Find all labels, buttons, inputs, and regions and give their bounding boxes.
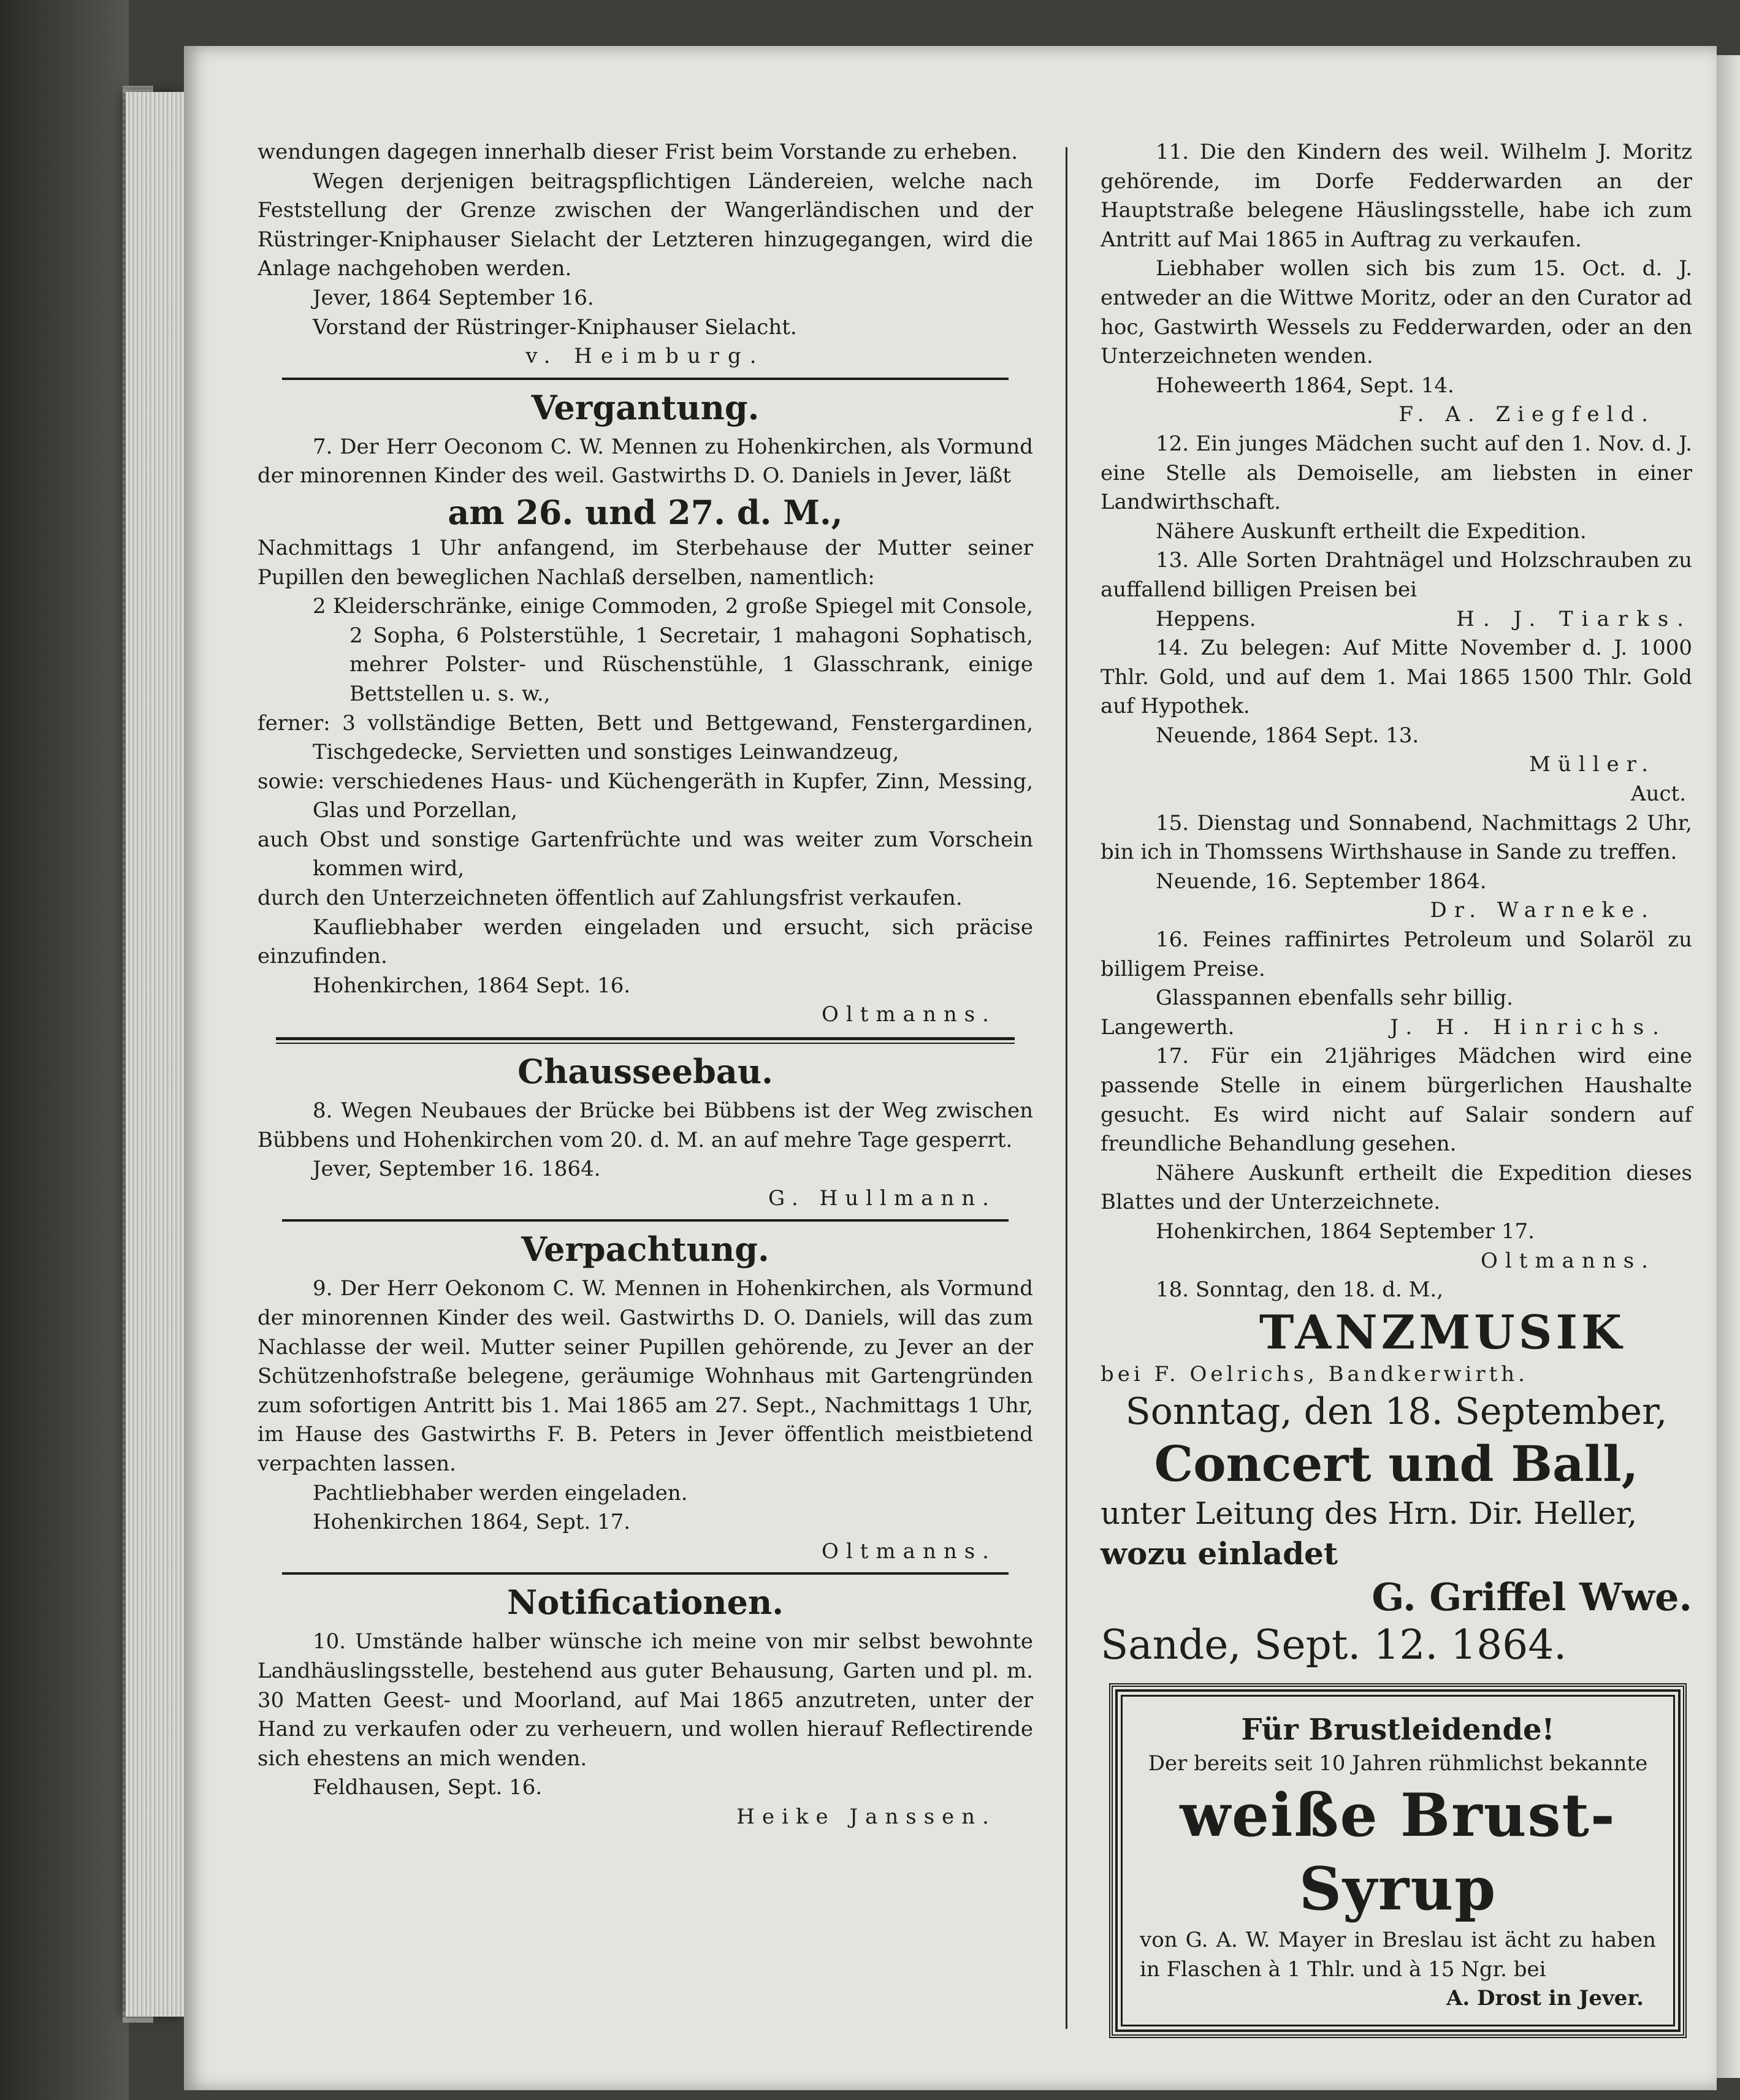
- concert-place-date: Sande, Sept. 12. 1864.: [1101, 1621, 1567, 1669]
- ad-title: Für Brustleidende!: [1241, 1713, 1555, 1748]
- tanzmusik-host: bei F. Oelrichs, Bandkerwirth.: [1101, 1361, 1528, 1387]
- ad-signature: A. Drost in Jever.: [1446, 1986, 1644, 2011]
- notice-13: 13. Alle Sorten Drahtnägel und Holzschrauben zu auffallend billigen Preisen bei: [1101, 548, 1692, 602]
- book-spine: [0, 0, 129, 2100]
- notice-16-footer: [1101, 1013, 1692, 1043]
- notice-7-list: 2 Kleiderschränke, einige Commoden, 2 große Spiegel mit Console, 2 Sopha, 6 Polsterstühle, 1 Secretair, 1 mahagoni Sophatisch, mehrer Polster- und Rüschenstühle, 1 Glasschrank, einige Bettstellen u. s. w.,: [313, 594, 1033, 706]
- facing-page-edge: [1717, 55, 1740, 2078]
- notice-15-signature: Dr. Warneke.: [1430, 898, 1655, 923]
- notice-16: 16. Feines raffinirtes Petroleum und Solaröl zu billigem Preise.: [1101, 927, 1692, 981]
- section-rule: [282, 1219, 1009, 1222]
- notice-14-signature: Müller.: [1529, 752, 1655, 777]
- notice-7-date: Hohenkirchen, 1864 Sept. 16.: [313, 973, 631, 998]
- notice-14-date: Neuende, 1864 Sept. 13.: [1156, 723, 1419, 748]
- notice-17: 17. Für ein 21jähriges Mädchen wird eine passende Stelle in einem bürgerlichen Haushalte gesucht. Es wird nicht auf Salair sondern auf freundliche Behandlung gesehen.: [1101, 1044, 1692, 1157]
- notice-17-date: Hohenkirchen, 1864 September 17.: [1156, 1219, 1535, 1244]
- concert-title: Concert und Ball,: [1154, 1435, 1639, 1493]
- notice-10: 10. Umstände halber wünsche ich meine von mir selbst bewohnte Landhäuslingsstelle, bestehend aus guter Behausung, Garten und pl. m. 30 Matten Geest- und Moorland, auf Mai 1865 anzutreten, unter der Hand zu verkaufen oder zu verheuern, und wollen hierauf Reflectirende sich ehestens an mich wenden.: [258, 1629, 1033, 1771]
- notice-15-date: Neuende, 16. September 1864.: [1156, 869, 1487, 894]
- notice-10-signature: Heike Janssen.: [736, 1804, 996, 1829]
- notice-11-date: Hoheweerth 1864, Sept. 14.: [1156, 373, 1454, 398]
- notice-9-date: Hohenkirchen 1864, Sept. 17.: [313, 1510, 631, 1535]
- notice-7-sowie: sowie: verschiedenes Haus- und Küchengeräth in Kupfer, Zinn, Messing, Glas und Porzellan,: [258, 769, 1033, 823]
- notice-17-text: Nähere Auskunft ertheilt die Expedition dieses Blattes und der Unterzeichnete.: [1101, 1160, 1692, 1215]
- notice-11: 11. Die den Kindern des weil. Wilhelm J. Moritz gehörende, im Dorfe Fedderwarden an der Hauptstraße belegene Häuslingsstelle, habe ich zum Antritt auf Mai 1865 in Auftrag zu verkaufen.: [1101, 140, 1692, 252]
- page-edges: [126, 92, 184, 2017]
- right-column: [1101, 138, 1692, 2041]
- intro-board: Vorstand der Rüstringer-Kniphauser Sielacht.: [313, 314, 797, 340]
- ad-product: weiße Brust-Syrup: [1180, 1780, 1616, 1923]
- brust-syrup-ad: [1107, 1681, 1689, 2040]
- intro-text: wendungen dagegen innerhalb dieser Frist beim Vorstande zu erheben.: [258, 140, 1018, 164]
- notice-13-signature: H. J. Tiarks.: [1456, 606, 1692, 631]
- notice-16-place: Langewerth.: [1101, 1014, 1235, 1040]
- notice-17-signature: Oltmanns.: [1481, 1248, 1655, 1273]
- notice-14-title: Auct.: [1631, 782, 1686, 807]
- notice-9-pacht: Pachtliebhaber werden eingeladen.: [313, 1480, 688, 1505]
- notice-7-text: Nachmittags 1 Uhr anfangend, im Sterbehause der Mutter seiner Pupillen den beweglichen Nachlaß derselben, namentlich:: [258, 535, 1033, 590]
- section-rule: [282, 378, 1009, 380]
- notice-16-signature: J. H. Hinrichs.: [1390, 1014, 1668, 1040]
- notice-7-signature: Oltmanns.: [822, 1002, 996, 1027]
- notice-12: 12. Ein junges Mädchen sucht auf den 1. Nov. d. J. eine Stelle als Demoiselle, am liebsten in einer Landwirthschaft.: [1101, 431, 1692, 515]
- notice-9: 9. Der Herr Oekonom C. W. Mennen in Hohenkirchen, als Vormund der minorennen Kinder des weil. Gastwirths D. O. Daniels, will das zum Nachlasse der weil. Mutter seiner Pupillen gehörende, zu Jever an der Schützenhofstraße belegene, geräumige Wohnhaus mit Gartengründen zum sofortigen Antritt bis 1. Mai 1865 am 27. Sept., Nachmittags 1 Uhr, im Hause des Gastwirths F. B. Peters in Jever öffentlich meistbietend verpachten lassen.: [258, 1276, 1033, 1476]
- notice-15: 15. Dienstag und Sonnabend, Nachmittags 2 Uhr, bin ich in Thomssens Wirthshause in Sande zu treffen.: [1101, 810, 1692, 865]
- notice-11-text: Liebhaber wollen sich bis zum 15. Oct. d. J. entweder an die Wittwe Moritz, oder an den Curator ad hoc, Gastwirth Wessels zu Fedderwarden, oder an den Unterzeichneten wenden.: [1101, 256, 1692, 369]
- notice-7-dates: am 26. und 27. d. M.,: [448, 492, 843, 532]
- notice-7-kauf: Kaufliebhaber werden eingeladen und ersucht, sich präcise einzufinden.: [258, 915, 1033, 969]
- notice-10-date: Feldhausen, Sept. 16.: [313, 1775, 543, 1800]
- notice-8: 8. Wegen Neubaues der Brücke bei Bübbens ist der Weg zwischen Bübbens und Hohenkirchen vom 20. d. M. an auf mehre Tage gesperrt.: [258, 1098, 1033, 1152]
- concert-host: G. Griffel Wwe.: [1372, 1575, 1692, 1620]
- notice-7-ferner: ferner: 3 vollständige Betten, Bett und Bettgewand, Fenstergardinen, Tischgedecke, Servietten und sonstiges Leinwandzeug,: [258, 710, 1033, 765]
- concert-wozu: wozu einladet: [1101, 1535, 1338, 1572]
- notice-12-text: Nähere Auskunft ertheilt die Expedition.: [1156, 519, 1587, 544]
- section-rule: [282, 1572, 1009, 1575]
- section-rule: [276, 1037, 1015, 1044]
- notice-13-footer: [1101, 605, 1692, 634]
- notice-7-auch: auch Obst und sonstige Gartenfrüchte und was weiter zum Vorschein kommen wird,: [258, 827, 1033, 881]
- notice-7: 7. Der Herr Oeconom C. W. Mennen zu Hohenkirchen, als Vormund der minorennen Kinder des weil. Gastwirths D. O. Daniels in Jever, läßt: [258, 434, 1033, 489]
- intro-date: Jever, 1864 September 16.: [313, 285, 594, 310]
- notice-8-signature: G. Hullmann.: [768, 1185, 996, 1211]
- notice-11-signature: F. A. Ziegfeld.: [1398, 402, 1655, 427]
- notice-16-text: Glasspannen ebenfalls sehr billig.: [1156, 986, 1513, 1011]
- left-column: [258, 138, 1033, 1832]
- concert-date: Sonntag, den 18. September,: [1125, 1390, 1668, 1434]
- notice-9-signature: Oltmanns.: [822, 1539, 996, 1564]
- section-heading-vergantung: Vergantung.: [531, 387, 760, 427]
- section-heading-chausseebau: Chausseebau.: [517, 1052, 773, 1092]
- intro-text: Wegen derjenigen beitragspflichtigen Ländereien, welche nach Feststellung der Grenze zwischen der Wangerländischen und der Rüstringer-Kniphauser Sielacht der Letzteren hinzugegangen, wird die Anlage nachgehoben werden.: [258, 169, 1033, 281]
- section-heading-verpachtung: Verpachtung.: [521, 1230, 769, 1269]
- intro-signature: v. Heimburg.: [525, 344, 765, 369]
- section-heading-notificationen: Notificationen.: [506, 1583, 784, 1623]
- notice-14: 14. Zu belegen: Auf Mitte November d. J. 1000 Thlr. Gold, und auf dem 1. Mai 1865 1500 Thlr. Gold auf Hypothek.: [1101, 636, 1692, 719]
- tanzmusik-title: TANZMUSIK: [1259, 1304, 1626, 1360]
- column-divider: [1066, 147, 1067, 2029]
- notice-13-place: Heppens.: [1156, 606, 1256, 631]
- ad-text: von G. A. W. Mayer in Breslau ist ächt zu haben in Flaschen à 1 Thlr. und à 15 Ngr. bei: [1140, 1927, 1656, 1982]
- notice-7-durch: durch den Unterzeichneten öffentlich auf Zahlungsfrist verkaufen.: [258, 886, 963, 911]
- notice-18: 18. Sonntag, den 18. d. M.,: [1156, 1277, 1444, 1303]
- concert-leitung: unter Leitung des Hrn. Dir. Heller,: [1101, 1496, 1638, 1532]
- notice-8-date: Jever, September 16. 1864.: [313, 1157, 601, 1182]
- ad-intro: Der bereits seit 10 Jahren rühmlichst bekannte: [1148, 1751, 1648, 1776]
